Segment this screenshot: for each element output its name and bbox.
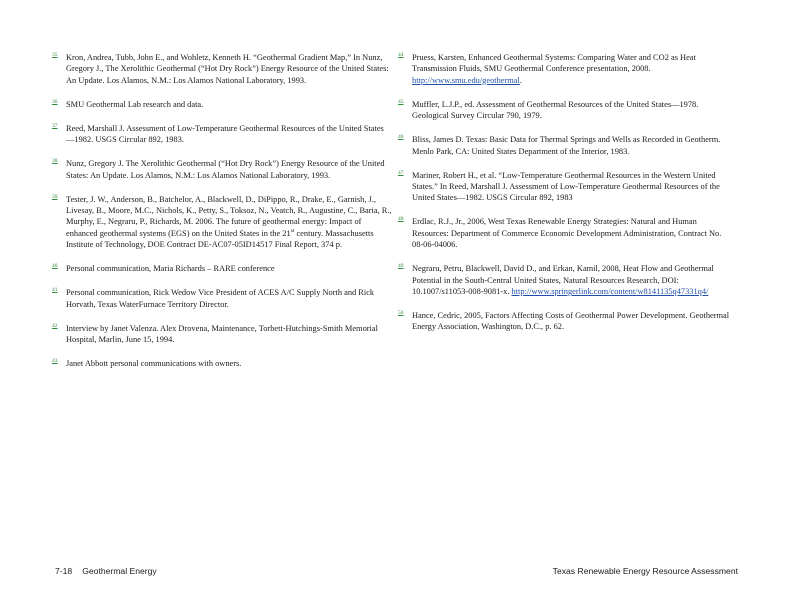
endnote-46 <box>398 134 732 157</box>
endnote-text: Hance, Cedric, 2005, Factors Affecting Costs of Geothermal Power Development. Geothermal Energy Association, Washington, D.C., p. 62. <box>412 311 730 332</box>
endnote-48 <box>398 216 732 250</box>
endnote-text: Pruess, Karsten, Enhanced Geothermal Systems: Comparing Water and CO2 as Heat Transmission Fluids, SMU Geothermal Conference presentation, 2008. <box>412 53 696 74</box>
endnote-text: Nunz, Gregory J. The Xerolithic Geothermal (“Hot Dry Rock”) Energy Resource of the United States: An Update. Los Alamos, N.M.: Los Alamos National Laboratory, 1993. <box>66 159 385 180</box>
endnote-number-link[interactable]: 49 <box>398 263 404 270</box>
endnote-41 <box>52 287 392 310</box>
endnote-text: Personal communication, Maria Richards – RARE conference <box>66 264 275 274</box>
endnote-text: Negraru, Petru, Blackwell, David D., and Erkan, Kamil, 2008, Heat Flow and Geothermal Potential in the South-Central United States, Natural Resources Research, DOI: 10.1007/s11053-008-9081-x. <box>412 264 714 297</box>
endnote-number-link[interactable]: 44 <box>398 52 404 58</box>
endnote-number-link[interactable]: 47 <box>398 169 404 176</box>
endnote-text: Muffler, L.J.P., ed. Assessment of Geothermal Resources of the United States—1978. Geological Survey Circular 790, 1979. <box>412 99 699 121</box>
endnote-text: Bliss, James D. Texas: Basic Data for Thermal Springs and Wells as Recorded in Geotherm. Menlo Park, CA: United States Department of the Interior, 1983. <box>412 135 721 156</box>
endnote-text: SMU Geothermal Lab research and data. <box>66 99 204 109</box>
endnote-text: Kron, Andrea, Tubb, John E., and Wohletz, Kenneth H. “Geothermal Gradient Map,” In Nunz, Gregory J., The Xerolithic Geothermal (“Hot Dry Rock”) Energy Resource of the United States: An Update. Los Alamos, N.M.: Los Alamos National Laboratory, 1993. <box>66 53 389 85</box>
endnote-text: Tester, J. W., Anderson, B., Batchelor, A., Blackwell, D., DiPippo, R., Drake, E., Garnish, J., Livesay, B., Moore, M.C., Nichols, K., Petty, S., Toksoz, N., Veatch, R., Augustine, C., Baria, R., Murphy, E., Negraru, P., Richards, M. 2006. The future of geothermal energy: Impact of enhanced geothermal systems (EGS) on the United States in the 21 <box>66 194 392 238</box>
endnote-38 <box>52 158 392 181</box>
page-number: 7-18 <box>55 566 73 576</box>
superscript: st <box>290 228 295 235</box>
endnote-43 <box>52 358 392 369</box>
endnote-number-link[interactable]: 37 <box>52 122 58 129</box>
smu-geothermal-link[interactable]: http://www.smu.edu/geothermal <box>412 75 520 85</box>
endnote-45 <box>398 99 732 122</box>
endnote-text-continued: century. Massachusetts Institute of Technology, DOE Contract DE-AC07-05ID14517 Final Report, 374 p. <box>66 228 374 250</box>
endnote-44 <box>398 52 732 86</box>
endnote-number-link[interactable]: 39 <box>52 193 58 200</box>
endnote-number-link[interactable]: 46 <box>398 134 404 141</box>
endnote-text: Personal communication, Rick Wedow Vice President of ACES A/C Supply North and Rick Horvath, Texas WaterFurnace Territory Director. <box>66 288 375 309</box>
endnote-text-tail: . <box>519 75 522 85</box>
endnote-39 <box>52 194 392 251</box>
endnote-50 <box>398 310 732 333</box>
endnotes-left-column <box>52 52 392 382</box>
endnote-49 <box>398 263 732 297</box>
endnote-35 <box>52 52 392 86</box>
endnote-37 <box>52 123 392 146</box>
endnote-47 <box>398 170 732 204</box>
endnote-42 <box>52 323 392 346</box>
footer-left <box>55 566 157 576</box>
endnote-text: Janet Abbott personal communications with owners. <box>66 359 242 369</box>
endnotes-right-column <box>398 52 732 345</box>
endnote-number-link[interactable]: 40 <box>52 263 58 270</box>
springerlink-link[interactable]: http://www.springerlink.com/content/w8141135q47331q4/ <box>511 287 709 297</box>
endnote-text: Erdlac, R.J., Jr., 2006, West Texas Renewable Energy Strategies: Natural and Human Resources: Department of Commerce Economic Development Administration, Contract No. 08-06-04006. <box>412 217 722 250</box>
endnote-number-link[interactable]: 38 <box>52 158 58 165</box>
endnote-text: Reed, Marshall J. Assessment of Low-Temperature Geothermal Resources of the United States—1982. USGS Circular 892, 1983. <box>66 123 384 145</box>
endnote-number-link[interactable]: 48 <box>398 216 404 223</box>
endnote-text: Interview by Janet Valenza. Alex Drovena, Maintenance, Torbett-Hutchings-Smith Memorial Hospital, Marlin, June 15, 1994. <box>66 323 378 345</box>
endnote-number-link[interactable]: 50 <box>398 310 404 317</box>
endnote-number-link[interactable]: 35 <box>52 52 58 58</box>
endnote-40 <box>52 263 392 274</box>
endnote-number-link[interactable]: 45 <box>398 98 404 105</box>
endnote-text: Mariner, Robert H., et al. “Low-Temperature Geothermal Resources in the Western United States.” In Reed, Marshall J. Assessment of Low-Temperature Geothermal Resources of the United States—1982. USGS Circular 892, 1983 <box>412 170 720 203</box>
endnote-number-link[interactable]: 43 <box>52 358 58 365</box>
footer-report-title: Texas Renewable Energy Resource Assessment <box>552 566 738 576</box>
endnote-number-link[interactable]: 36 <box>52 98 58 105</box>
section-name: Geothermal Energy <box>82 566 157 576</box>
endnote-number-link[interactable]: 41 <box>52 287 58 294</box>
endnote-36 <box>52 99 392 110</box>
endnote-number-link[interactable]: 42 <box>52 322 58 329</box>
